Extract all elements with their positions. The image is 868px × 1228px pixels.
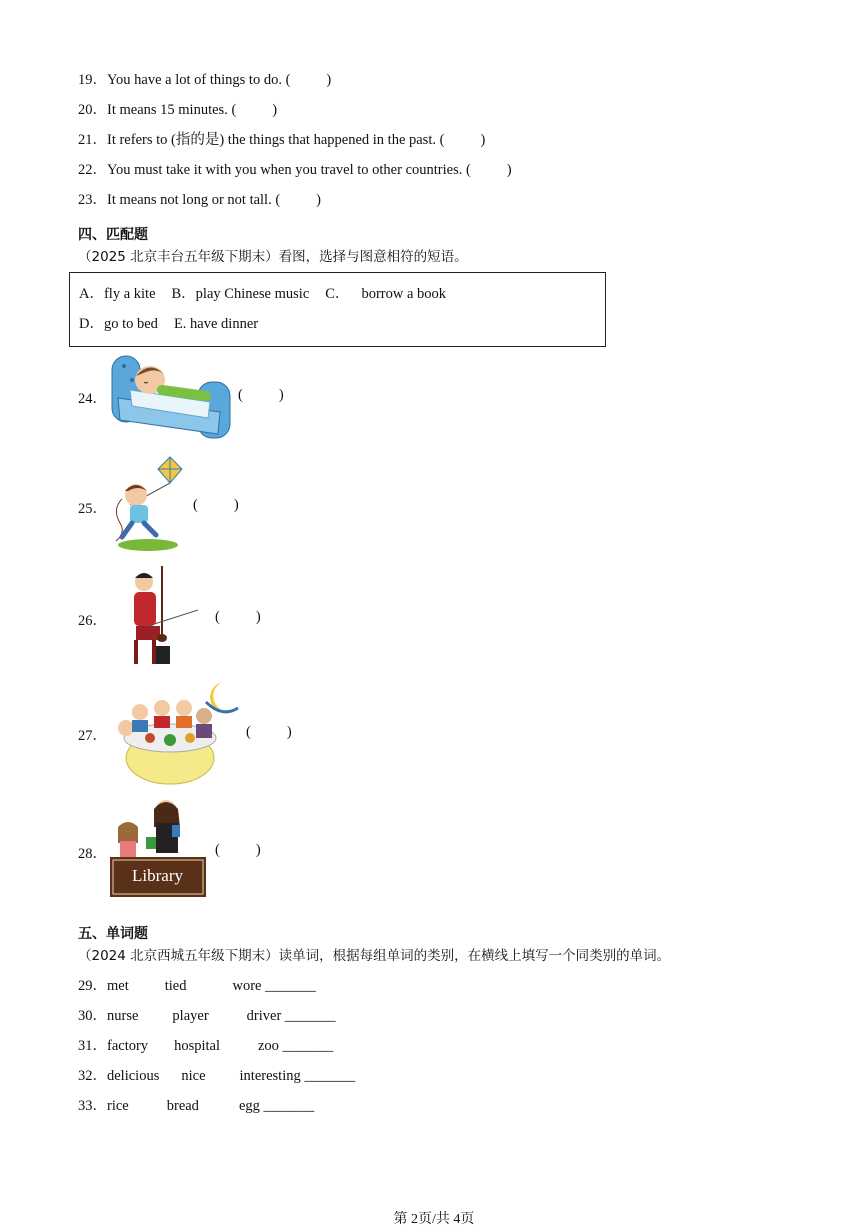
section-5-title: 五、单词题 xyxy=(78,926,148,942)
question-number: 19． xyxy=(78,72,107,88)
word: factory xyxy=(107,1038,149,1054)
word: egg xyxy=(238,1098,260,1114)
word: player xyxy=(172,1008,209,1024)
item-27-answer: ( ) xyxy=(246,724,292,740)
word: wore xyxy=(232,978,262,994)
item-27-number: 27． xyxy=(78,728,107,744)
options-row-1 xyxy=(79,282,446,303)
word: hospital xyxy=(174,1038,220,1054)
question-19 xyxy=(78,68,331,89)
answer-paren-close: ) xyxy=(326,72,332,88)
answer-blank[interactable]: _______ xyxy=(265,978,316,994)
boy-flying-kite-image xyxy=(108,455,190,555)
library-sign: Library xyxy=(132,866,183,885)
question-text: You must take it with you when you travel to other countries. ( xyxy=(107,162,471,178)
option-d: D．go to bed xyxy=(79,316,158,332)
item-25-answer: ( ) xyxy=(193,497,239,513)
boy-sleeping-in-bed-image xyxy=(110,346,232,442)
page-footer: 第 2页/共 4页 xyxy=(393,1212,475,1227)
question-21 xyxy=(78,128,485,149)
item-28-answer: ( ) xyxy=(215,842,261,858)
word: rice xyxy=(107,1098,129,1114)
item-26-number: 26． xyxy=(78,613,107,629)
answer-paren-close: ) xyxy=(506,162,512,178)
word: zoo xyxy=(257,1038,279,1054)
man-playing-erhu-image xyxy=(128,566,200,666)
word: bread xyxy=(166,1098,199,1114)
answer-paren-close: ) xyxy=(272,102,278,118)
answer-blank[interactable]: _______ xyxy=(284,1008,336,1024)
answer-blank[interactable]: _______ xyxy=(304,1068,356,1084)
answer-paren-close: ) xyxy=(316,192,322,208)
question-number: 21． xyxy=(78,132,107,148)
word: nice xyxy=(181,1068,206,1084)
question-number: 20． xyxy=(78,102,107,118)
word-row-30: 30．nurse player driver _______ xyxy=(78,1008,336,1024)
question-22 xyxy=(78,158,512,179)
question-text: It means 15 minutes. ( xyxy=(107,102,237,118)
option-b: B．play Chinese music xyxy=(171,286,310,302)
section-4-instruction: （2025 北京丰台五年级下期末）看图，选择与图意相符的短语。 xyxy=(78,249,468,265)
option-c-text: borrow a book xyxy=(361,286,447,302)
options-row-2 xyxy=(79,312,258,333)
item-24-number: 24． xyxy=(78,391,107,407)
answer-blank[interactable]: _______ xyxy=(263,1098,315,1114)
option-e: E. have dinner xyxy=(173,316,259,332)
item-24-answer: ( ) xyxy=(238,387,284,403)
item-25-number: 25． xyxy=(78,501,107,517)
family-dinner-at-night-image xyxy=(110,678,240,786)
word-row-33: 33．rice bread egg _______ xyxy=(78,1098,315,1114)
item-28-number: 28． xyxy=(78,846,107,862)
option-a: A．fly a kite xyxy=(79,286,156,302)
section-4-title: 四、匹配题 xyxy=(78,227,148,243)
word-row-32: 32．delicious nice interesting _______ xyxy=(78,1068,356,1084)
question-text: It refers to (指的是) the things that happened in the past. ( xyxy=(107,132,445,148)
question-number: 23． xyxy=(78,192,107,208)
word: interesting xyxy=(239,1068,301,1084)
question-number: 22． xyxy=(78,162,107,178)
option-c-letter: C． xyxy=(325,286,350,302)
word-row-31: 31．factory hospital zoo _______ xyxy=(78,1038,334,1054)
question-20 xyxy=(78,98,277,119)
answer-paren-close: ) xyxy=(480,132,486,148)
options-box xyxy=(69,272,606,347)
word: nurse xyxy=(107,1008,139,1024)
word: met xyxy=(107,978,129,994)
word: tied xyxy=(164,978,187,994)
answer-blank[interactable]: _______ xyxy=(282,1038,334,1054)
question-text: It means not long or not tall. ( xyxy=(107,192,281,208)
section-5-instruction: （2024 北京西城五年级下期末）读单词，根据每组单词的类别，在横线上填写一个同类别的单词。 xyxy=(78,948,671,964)
word-row-29: 29．met tied wore _______ xyxy=(78,978,316,994)
question-23 xyxy=(78,188,321,209)
question-text: You have a lot of things to do. ( xyxy=(107,72,291,88)
item-26-answer: ( ) xyxy=(215,609,261,625)
word: driver xyxy=(246,1008,282,1024)
word: delicious xyxy=(107,1068,160,1084)
